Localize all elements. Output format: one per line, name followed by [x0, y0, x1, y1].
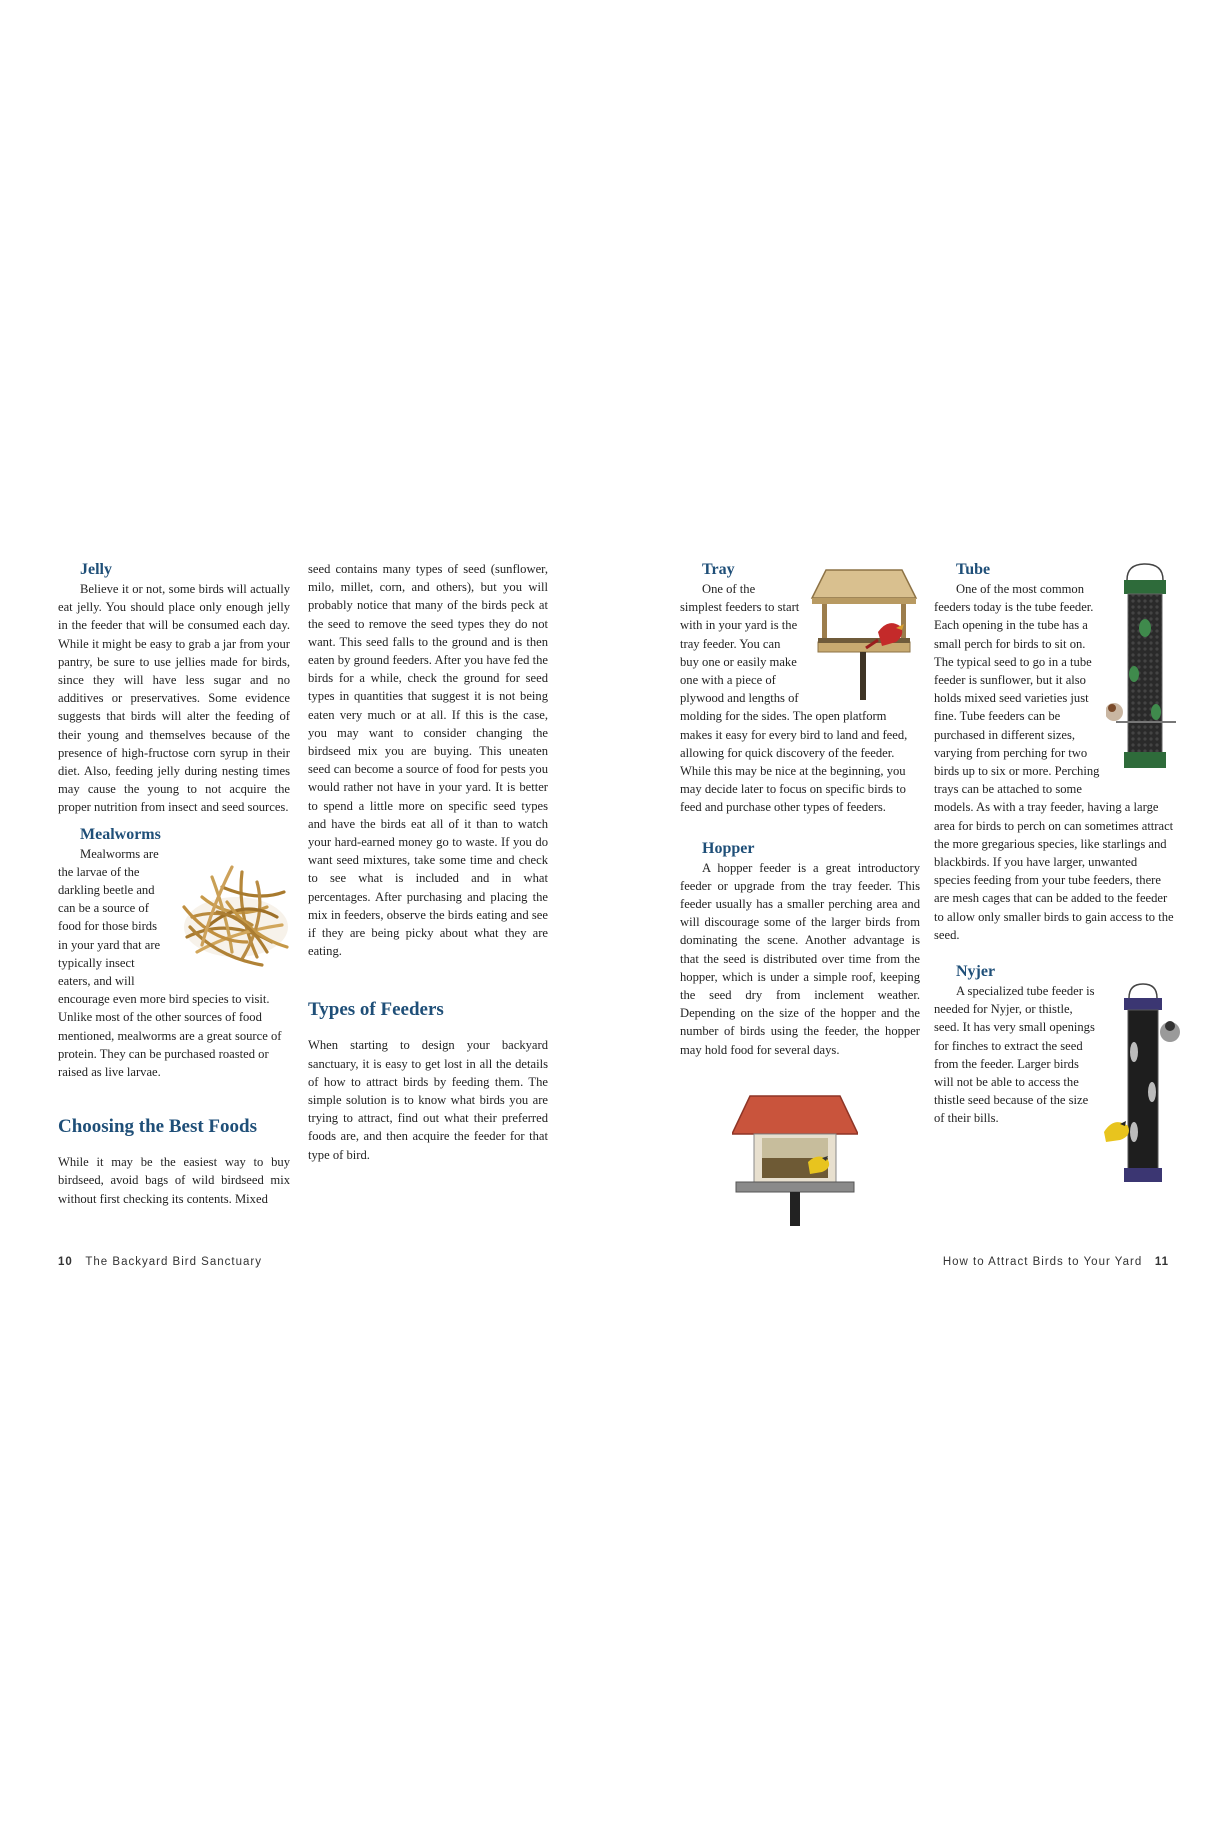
right-running-title: How to Attract Birds to Your Yard — [942, 1256, 1143, 1268]
tray-feeder-image — [808, 562, 920, 702]
choosing-text: While it may be the easiest way to buy birdseed, avoid bags of wild birdseed mix without first checking its contents. Mixed — [58, 1155, 290, 1206]
seed-mix-text: seed contains many types of seed (sunflower, milo, millet, corn, and others), but you will probably notice that many of the birds peck at the seed to remove the seed types they do not want. This seed falls to the ground and is then eaten by ground feeders. After you have fed the birds for a while, check the ground for seed types in quantities that suggest it is not being eaten very much or at all. If this is the case, you may want to consider changing the birdseed mix you are buying. This uneaten seed can become a source of food for pests you would rather not have in your yard. It is better to spend a little more on specific seed types and have the birds eat all of it than to watch your hard-earned money go to waste. If you do want seed mixtures, take some time and check to see what is included and in what percentages. After purchasing and placing the mix in feeders, observe the birds eating and see if they are being picky about what they are eating. — [308, 562, 548, 959]
tube-feeder-image — [1106, 562, 1184, 778]
types-of-feeders-heading: Types of Feeders — [308, 999, 444, 1021]
tray-heading: Tray — [702, 561, 735, 578]
hopper-feeder-image — [732, 1094, 858, 1228]
mealworms-image — [172, 847, 300, 975]
nyjer-feeder-image — [1100, 982, 1186, 1190]
tube-heading: Tube — [956, 561, 991, 578]
right-column-1 — [680, 560, 920, 1059]
nyjer-text: A specialized tube feeder is needed for Nyjer, or thistle, seed. It has very small openings for finches to extract the seed from the feeder. Larger birds will not be able to access the thistle seed because of the size of their bills. — [934, 984, 1095, 1126]
jelly-text: Believe it or not, some birds will actually eat jelly. You should place only enough jelly in the feeder that will be consumed each day. While it might be easy to grab a jar from your pantry, be sure to use jellies made for birds, since they will have less sugar and no additives or preservatives. Some evidence suggests that birds will alter the feeding of their young and themselves because of the presence of high-fructose corn syrup in their diet. Also, feeding jelly during nesting times may cause the young to not acquire the proper nutrition from insect and seed sources. — [58, 582, 290, 815]
tray-text: One of the simplest feeders to start with in your yard is the tray feeder. You can buy one or easily make one with a piece of plywood and lengths of molding for the sides. The open platform makes it easy for every bird to land and feed, allowing for quick discovery of the feeder. While this may be nice at the beginning, you may decide later to focus on specific birds to feed and purchase other types of feeders. — [680, 582, 908, 815]
mealworms-text: Mealworms are the larvae of the darkling beetle and can be a source of food for those birds in your yard that are typically insect eaters, and will encourage even more bird species to visit. Unlike most of the other sources of food mentioned, mealworms are a great source of protein. They can be purchased roasted or raised as live larvae. — [58, 846, 282, 1080]
right-page-number: 11 — [1154, 1256, 1169, 1268]
mealworms-heading: Mealworms — [80, 825, 161, 843]
left-column-2 — [308, 560, 548, 1164]
jelly-heading: Jelly — [80, 561, 112, 578]
left-page — [0, 0, 613, 1840]
hopper-heading: Hopper — [702, 839, 755, 857]
tube-text: One of the most common feeders today is the tube feeder. Each opening in the tube has a small perch for birds to sit on. The typical seed to go in a tube feeder is sunflower, but it also holds mixed seed varieties just fine. Tube feeders can be purchased in different sizes, varying from perching for two birds up to six or more. Perching trays can be attached to some models. As with a tray feeder, having a large area for birds to perch on can sometimes attract the more gregarious species, like starlings and blackbirds. If you have larger, unwanted species feeding from your tube feeders, there are mesh cages that can be added to the feeder to allow only smaller birds to gain access to the seed. — [934, 582, 1174, 942]
left-page-number: 10 — [58, 1256, 73, 1268]
right-column-2 — [934, 560, 1174, 1194]
hopper-text: A hopper feeder is a great introductory feeder or upgrade from the tray feeder. This feeder usually has a smaller perching area and will discourage some of the larger birds from dominating the scene. Another advantage is that the seed is distributed over time from the hopper, which is under a simple roof, keeping the seed dry from inclement weather. Depending on the size of the hopper and the number of birds using the feeder, the hopper may hold food for several days. — [680, 860, 920, 1057]
left-column-1 — [58, 560, 290, 1208]
left-folio — [58, 1256, 262, 1268]
right-folio — [943, 1256, 1169, 1268]
left-running-title: The Backyard Bird Sanctuary — [85, 1256, 262, 1268]
types-of-feeders-text: When starting to design your backyard sanctuary, it is easy to get lost in all the details of how to attract birds by feeding them. The simple solution is to know what birds you are trying to attract, find out what their preferred foods are, and then acquire the feeder for that type of bird. — [308, 1038, 548, 1162]
right-page — [614, 0, 1227, 1840]
nyjer-heading: Nyjer — [956, 963, 996, 981]
choosing-heading: Choosing the Best Foods — [58, 1116, 257, 1138]
